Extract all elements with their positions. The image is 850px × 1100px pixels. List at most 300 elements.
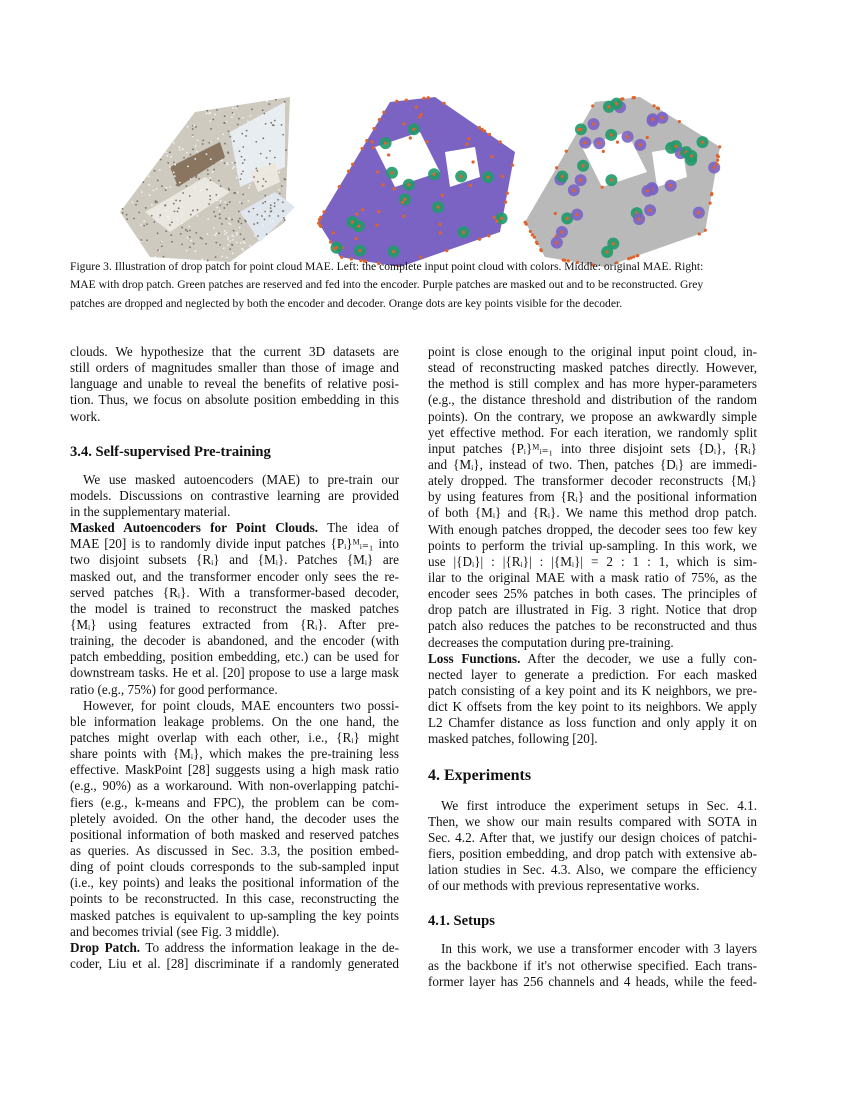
point [161,185,163,187]
point [165,187,167,189]
point [224,233,226,235]
point [242,193,244,195]
right-column [428,344,757,990]
key-point [418,115,421,118]
point [214,234,216,236]
key-point [487,234,490,237]
key-point [602,150,605,153]
key-point [715,162,718,165]
point [224,201,226,203]
point [228,217,230,219]
point [220,200,222,202]
point [226,232,228,234]
text-line: effective. MaskPoint [28] suggests using a high mask ratio [70,762,399,778]
point [189,246,191,248]
point [194,186,196,188]
point [160,217,162,219]
point [226,121,228,123]
point [208,142,210,144]
key-point [511,164,514,167]
key-point [531,233,534,236]
point [237,124,239,126]
point [232,167,234,169]
point [131,201,133,203]
point [270,199,272,201]
text-line [70,520,399,536]
key-point [591,104,594,107]
text-line: masked out, and the transformer encoder only sees the re- [70,568,399,584]
point [235,107,237,109]
text-line: clouds. We hypothesize that the current 3D datasets are [70,344,399,359]
text-run: The idea of [318,520,399,536]
point [169,186,171,188]
text-line: decreases the computation during pre-training. [428,634,674,650]
key-point [500,217,503,220]
point [169,224,171,226]
point [224,122,226,124]
point [245,213,247,215]
point [146,239,148,241]
point [165,189,167,191]
point [223,247,225,249]
key-point [467,137,470,140]
point [261,215,263,217]
point [259,126,261,128]
point [239,218,241,220]
text-line: input patches {Pᵢ}ᴹᵢ₌₁ into three disjoint sets {Dᵢ}, {Rᵢ} [428,440,757,456]
point [255,141,257,143]
text-line: two disjoint subsets {Rᵢ} and {Mᵢ}. Patches {Mᵢ} are [70,552,399,568]
key-point [382,183,385,186]
point [219,210,221,212]
point [247,120,249,122]
point [192,135,194,137]
point [151,215,153,217]
point [186,250,188,252]
point [241,133,243,135]
key-point [382,111,385,114]
section-heading: 4. Experiments [428,766,532,784]
point [264,201,266,203]
point [164,205,166,207]
point [156,188,158,190]
point [224,143,226,145]
key-point [646,189,649,192]
text-line: of both {Mᵢ} and {Rᵢ}. We name this method drop patch. [428,505,757,521]
text-line: ilar to the original MAE with a mask ratio of 75%, as the [428,569,757,585]
key-point [378,118,381,121]
point [219,244,221,246]
point [237,171,239,173]
run-in-heading: Loss Functions. [428,650,521,666]
point [173,142,175,144]
point [249,245,251,247]
point [198,178,200,180]
point [161,241,163,243]
key-point [529,230,532,233]
point [165,209,167,211]
key-point [412,128,415,131]
point [250,115,252,117]
point [122,208,124,210]
point [202,153,204,155]
point [262,185,264,187]
point [266,233,268,235]
text-line: as queries. As discussed in Sec. 3.3, the position embed- [70,842,399,858]
point [171,199,173,201]
point [122,212,124,214]
point [265,169,267,171]
key-point [405,99,408,102]
point [272,118,274,120]
point [253,176,255,178]
point [192,214,194,216]
text-line: (e.g., the distance threshold and distribution of the random [428,392,757,408]
point [213,163,215,165]
point [272,124,274,126]
key-point [478,238,481,241]
point [188,226,190,228]
point [212,171,214,173]
point [218,232,220,234]
text-line: and {Mᵢ}, instead of two. Then, patches {Dᵢ} are immedi- [428,456,757,472]
point [260,153,262,155]
section-heading: 3.4. Self-supervised Pre-training [70,443,271,460]
key-point [322,210,325,213]
point [149,194,151,196]
key-point [656,106,659,109]
point [140,224,142,226]
text-line: However, for point clouds, MAE encounters two possi- [83,697,399,713]
point [154,170,156,172]
key-point [361,208,364,211]
point [274,129,276,131]
point [224,230,226,232]
point [175,200,177,202]
point [280,112,282,114]
key-point [646,136,649,139]
point [186,230,188,232]
figure-3-point-clouds [100,92,750,267]
text-line: ately dropped. The transformer decoder reconstructs {Mᵢ} [428,473,757,489]
point [186,152,188,154]
point [284,101,286,103]
text-line: patch also reduces the patches to be reconstructed and thus [428,618,757,634]
key-point [409,136,412,139]
point [240,178,242,180]
key-point [372,146,375,149]
point [217,195,219,197]
point [135,204,137,206]
point [187,126,189,128]
key-point [621,97,624,100]
point [231,162,233,164]
point [157,221,159,223]
point [230,223,232,225]
key-point [443,102,446,105]
key-point [402,122,405,125]
point [248,200,250,202]
point [227,236,229,238]
point [272,220,274,222]
point [143,220,145,222]
point [148,184,150,186]
point [241,248,243,250]
key-point [577,128,580,131]
key-point [493,216,496,219]
point [248,178,250,180]
point [264,215,266,217]
point [156,201,158,203]
point [157,249,159,251]
point [219,204,221,206]
text-line: (i.e., key points) and leaks the positional information of the [70,875,399,891]
text-line: use |{Dᵢ}| : |{Rᵢ}| : |{Mᵢ}| = 2 : 1 : 1, which is sim- [428,553,757,569]
key-point [390,171,393,174]
point [241,202,243,204]
point [157,180,159,182]
point [278,189,280,191]
caption-line: Figure 3. Illustration of drop patch for point cloud MAE. Left: the complete input point cloud with colors. Middle: original MAE. Right: [70,260,704,273]
key-point [584,141,587,144]
point [245,135,247,137]
point [229,201,231,203]
point [170,234,172,236]
key-point [554,212,557,215]
key-point [636,254,639,257]
point [171,241,173,243]
key-point [318,218,321,221]
point [189,236,191,238]
point [219,146,221,148]
point [241,173,243,175]
point [236,232,238,234]
key-point [401,201,404,204]
text-line: patch consisting of a key point and its K neighbors, we pre- [428,682,757,698]
point [202,143,204,145]
key-point [566,217,569,220]
point [228,222,230,224]
text-line: tion. Thus, we focus on absolute position embedding in this [70,392,399,408]
left-column [70,344,399,972]
point [277,199,279,201]
point [276,114,278,116]
text-line: former layer has 256 channels and 4 heads, while the feed- [428,973,757,989]
key-point [555,166,558,169]
point [274,120,276,122]
key-point [610,133,613,136]
point [265,181,267,183]
point [160,159,162,161]
key-point [504,200,507,203]
point [196,175,198,177]
key-point [393,187,396,190]
point [215,215,217,217]
key-point [351,220,354,223]
text-line: ble information leakage problems. On the one hand, the [70,713,399,729]
text-run: After the decoder, we use a fully con- [520,650,757,666]
caption-line: MAE with drop patch. Green patches are reserved and fed into the encoder. Purple patches are masked out and to be reconstructed. Grey [70,278,704,292]
text-line: With enough patches dropped, the decoder sees too few key [428,521,757,537]
point [180,174,182,176]
point [190,214,192,216]
point [168,218,170,220]
key-point [653,104,656,107]
text-line: patches might overlap with each other, i.e., {Rᵢ} might [70,729,399,745]
key-point [462,231,465,234]
point [209,199,211,201]
point [193,125,195,127]
point [143,225,145,227]
text-line: positional information of both masked and reserved patches [70,826,399,842]
point [280,121,282,123]
point [189,230,191,232]
point [271,195,273,197]
point [200,169,202,171]
point [273,215,275,217]
point [234,162,236,164]
point [239,134,241,136]
point [266,100,268,102]
point [256,214,258,216]
key-point [395,100,398,103]
key-point [439,223,442,226]
point [242,117,244,119]
key-point [402,215,405,218]
key-point [690,154,693,157]
text-line: pletely avoided. On the other hand, the decoder uses the [70,810,399,826]
point [266,114,268,116]
point [239,126,241,128]
text-line: coder, Liu et al. [28] discriminate if a randomly generated [70,955,399,971]
point [232,239,234,241]
point [126,218,128,220]
figure-caption [70,258,782,313]
text-line: work. [70,408,101,424]
key-point [338,185,341,188]
point [264,195,266,197]
text-line: as the backbone if it's not otherwise specified. Each trans- [428,957,757,973]
key-point [427,96,430,99]
point [220,202,222,204]
point [217,138,219,140]
point [209,177,211,179]
text-line: served patches {Rᵢ}. With a transformer-based decoder, [70,584,399,600]
key-point [439,231,442,234]
point [187,165,189,167]
text-line: nected layer to generate a prediction. For each masked [428,666,757,682]
key-point [384,142,387,145]
point [270,204,272,206]
point [197,139,199,141]
key-point [708,202,711,205]
point [183,157,185,159]
key-point [471,160,474,163]
section-heading: 4.1. Setups [428,913,495,930]
point [282,201,284,203]
key-point [701,141,704,144]
point [213,211,215,213]
text-line: language and unable to reveal the benefits of relative posi- [70,376,399,392]
key-point [718,145,721,148]
key-point [347,169,350,172]
key-point [403,198,406,201]
point [207,169,209,171]
point [227,244,229,246]
point [231,116,233,118]
point [215,242,217,244]
point [190,154,192,156]
point [174,164,176,166]
point [253,223,255,225]
key-point [716,159,719,162]
key-point [639,143,642,146]
point [179,182,181,184]
point [200,190,202,192]
key-point [698,232,701,235]
point [173,171,175,173]
key-point [710,193,713,196]
point [261,236,263,238]
point [265,123,267,125]
point [174,211,176,213]
point [232,252,234,254]
point [206,189,208,191]
point [207,185,209,187]
text-line: lation studies in Sec. 4.3. Also, we compare the efficiency [428,862,757,878]
point [174,175,176,177]
point [202,139,204,141]
point [243,238,245,240]
key-point [579,179,582,182]
point [192,148,194,150]
point [223,157,225,159]
key-point [581,164,584,167]
point [262,224,264,226]
point [187,237,189,239]
point [161,245,163,247]
point [275,99,277,101]
text-line: {Mᵢ} using features extracted from {Rᵢ}. After pre- [70,616,399,632]
key-point [499,140,502,143]
point [200,237,202,239]
text-line: We use masked autoencoders (MAE) to pre-train our [83,471,399,487]
point [248,142,250,144]
point [178,207,180,209]
point [169,151,171,153]
point [285,149,287,151]
text-line: point is close enough to the original input point cloud, in- [428,344,757,359]
point [181,206,183,208]
point [153,221,155,223]
point [179,200,181,202]
point [220,185,222,187]
point [179,149,181,151]
key-point [669,184,672,187]
key-point [501,175,504,178]
caption-line: patches are dropped and neglected by both the encoder and decoder. Orange dots are key points visible for the decoder. [70,296,623,310]
point [151,204,153,206]
point [257,181,259,183]
point [266,210,268,212]
point [261,122,263,124]
point [227,151,229,153]
point [214,114,216,116]
point [176,218,178,220]
key-point [333,247,336,250]
text-line: models. Discussions on contrastive learning are provided [70,487,399,503]
text-line: In this work, we use a transformer encoder with 3 layers [441,941,757,957]
